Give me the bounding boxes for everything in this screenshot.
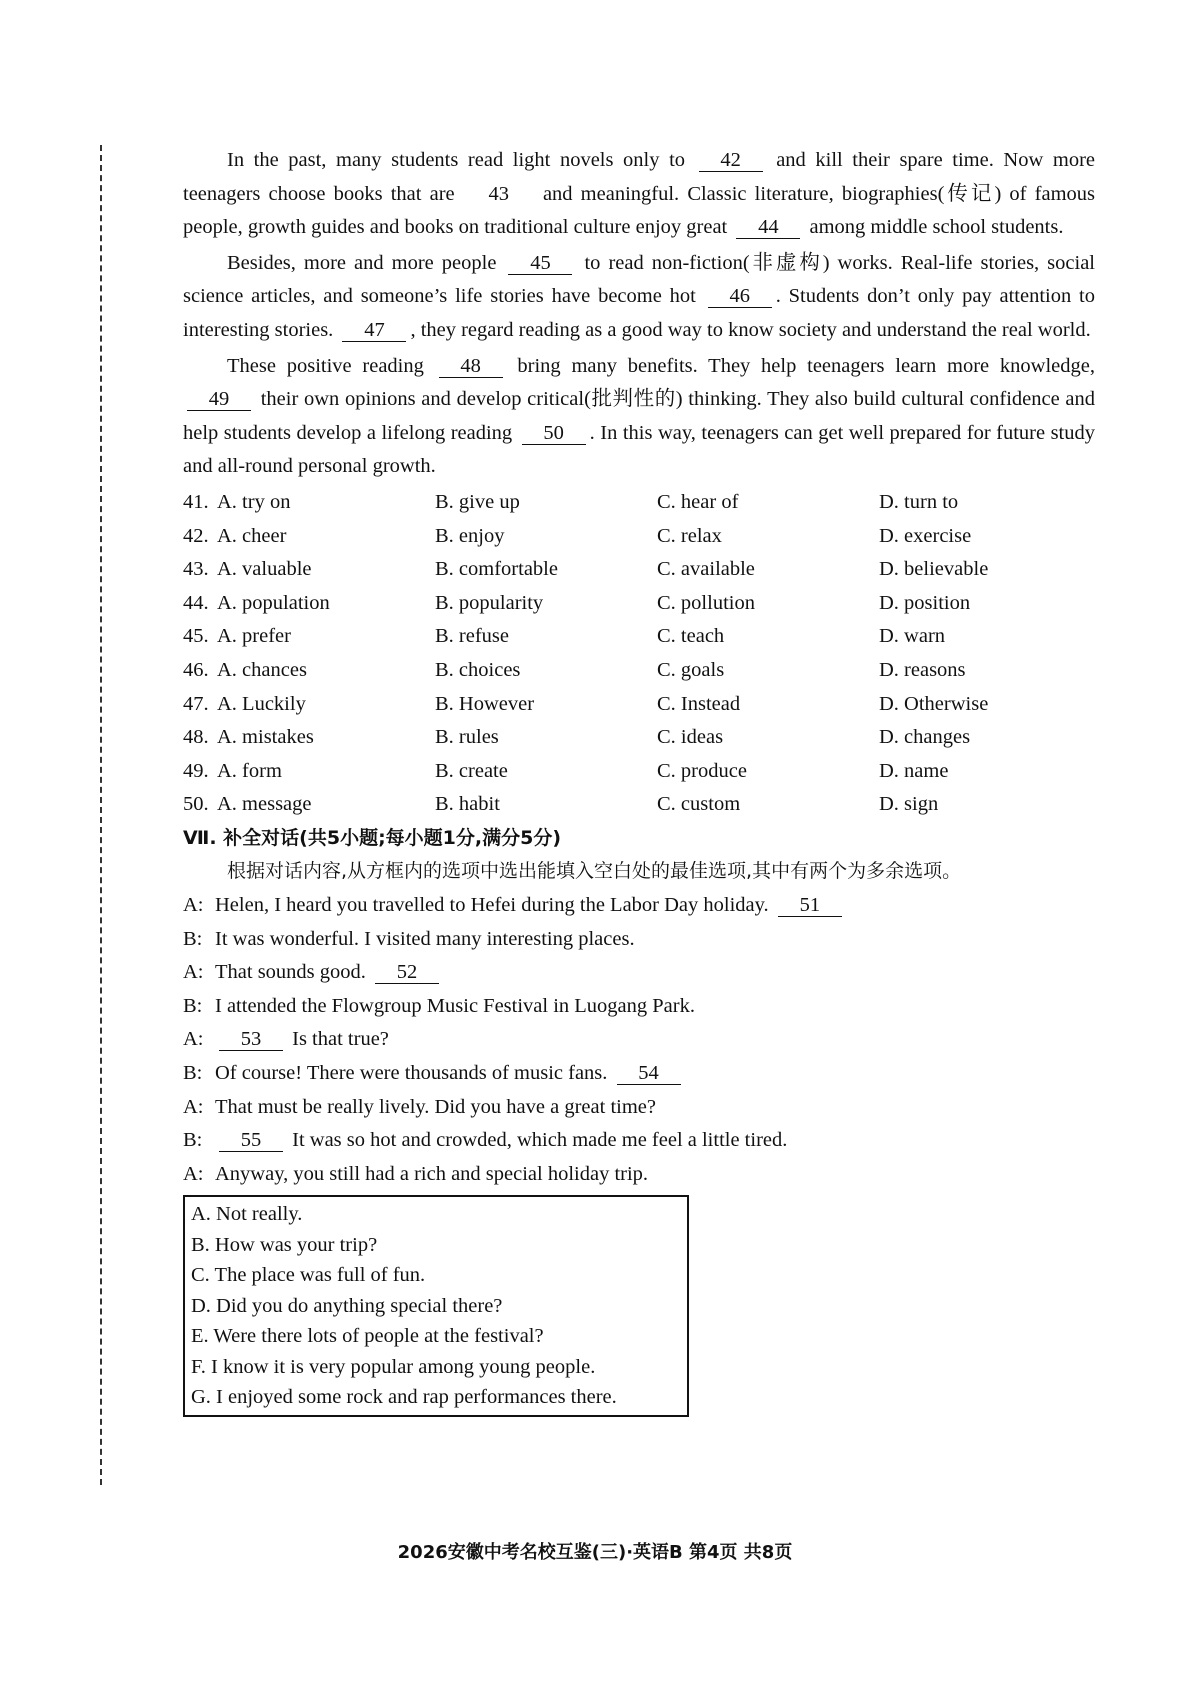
- answer-blank: 47: [342, 319, 406, 342]
- option-b: B. However: [435, 692, 535, 715]
- question-number: 50.: [183, 793, 209, 816]
- option-c: C. pollution: [657, 591, 755, 614]
- question-number: 42.: [183, 524, 209, 547]
- text-run: I attended the Flowgroup Music Festival in Luogang Park.: [215, 994, 695, 1017]
- option-d: D. exercise: [879, 524, 972, 547]
- option-d: D. turn to: [879, 490, 959, 513]
- option-row: [183, 587, 1095, 621]
- exam-page: [183, 144, 1095, 1417]
- option-a: A. form: [217, 759, 282, 782]
- option-row: [183, 755, 1095, 789]
- text-run: It was wonderful. I visited many interesting places.: [215, 927, 635, 950]
- box-option: D. Did you do anything special there?: [191, 1294, 503, 1317]
- text-run: In the past, many students read light novels only to: [227, 149, 695, 171]
- answer-blank: 48: [439, 355, 503, 378]
- dialogue-line: [183, 1124, 1095, 1158]
- speaker-label: A:: [183, 894, 204, 917]
- option-row: [183, 553, 1095, 587]
- option-row: [183, 620, 1095, 654]
- option-row: [183, 721, 1095, 755]
- option-c: C. ideas: [657, 726, 724, 749]
- answer-blank: 49: [187, 388, 251, 411]
- dialogue-option-box: [183, 1195, 689, 1417]
- speaker-label: B:: [183, 927, 203, 950]
- question-number: 41.: [183, 490, 209, 513]
- option-c: C. goals: [657, 658, 725, 681]
- box-option: G. I enjoyed some rock and rap performances there.: [191, 1386, 617, 1409]
- option-b: B. habit: [435, 793, 500, 816]
- option-d: D. position: [879, 591, 971, 614]
- text-run: Anyway, you still had a rich and special holiday trip.: [215, 1162, 649, 1185]
- text-run: That must be really lively. Did you have a great time?: [215, 1095, 656, 1118]
- dialogue-line: [183, 1158, 1095, 1192]
- text-run: bring many benefits. They help teenagers learn more knowledge,: [506, 354, 1095, 377]
- section-7-instruction: 根据对话内容,从方框内的选项中选出能填入空白处的最佳选项,其中有两个为多余选项。: [227, 860, 962, 883]
- text-run: , they regard reading as a good way to know society and understand the real world.: [410, 318, 1091, 341]
- answer-blank: 50: [522, 422, 586, 445]
- box-option: B. How was your trip?: [191, 1233, 378, 1256]
- cloze-passage: [183, 144, 1095, 484]
- question-number: 44.: [183, 591, 209, 614]
- option-d: D. warn: [879, 625, 946, 648]
- text-run: and meaningful. Classic literature, biographies(传记) of famous people, growth guides and books on traditional culture enjoy great: [183, 182, 1095, 239]
- option-d: D. changes: [879, 726, 971, 749]
- option-b: B. choices: [435, 658, 521, 681]
- answer-blank: 54: [617, 1062, 681, 1085]
- option-a: A. population: [217, 591, 330, 614]
- dialogue-line: [183, 923, 1095, 957]
- option-b: B. comfortable: [435, 558, 558, 581]
- text-run: Of course! There were thousands of music fans.: [215, 1062, 613, 1085]
- option-c: C. available: [657, 558, 755, 581]
- dialogue-line: [183, 1023, 1095, 1057]
- answer-blank: 43: [488, 182, 510, 205]
- question-number: 47.: [183, 692, 209, 715]
- text-run: Besides, more and more people: [227, 251, 505, 274]
- question-number: 48.: [183, 726, 209, 749]
- dialogue-line: [183, 889, 1095, 923]
- option-b: B. refuse: [435, 625, 510, 648]
- box-option: F. I know it is very popular among young people.: [191, 1355, 596, 1378]
- text-run: and kill their spare time. Now more teenagers choose books that are: [183, 149, 1095, 205]
- answer-blank: 53: [219, 1028, 283, 1051]
- dialogue-line: [183, 1057, 1095, 1091]
- section-7-title: Ⅶ. 补全对话(共5小题;每小题1分,满分5分): [183, 826, 562, 849]
- box-option: C. The place was full of fun.: [191, 1264, 426, 1287]
- option-b: B. give up: [435, 490, 520, 513]
- speaker-label: A:: [183, 1095, 204, 1118]
- text-run: to read non-fiction(非虚构) works. Real-life stories, social science articles, and someone’s life stories have become hot: [183, 251, 1095, 308]
- text-run: That sounds good.: [215, 961, 372, 984]
- speaker-label: A:: [183, 961, 204, 984]
- option-a: A. message: [217, 793, 312, 816]
- speaker-label: B:: [183, 1062, 203, 1085]
- dialogue-line: [183, 956, 1095, 990]
- option-d: D. reasons: [879, 658, 966, 681]
- answer-blank: 44: [736, 216, 800, 239]
- option-a: A. mistakes: [217, 726, 314, 749]
- question-number: 45.: [183, 625, 209, 648]
- option-c: C. teach: [657, 625, 725, 648]
- question-number: 43.: [183, 558, 209, 581]
- text-run: It was so hot and crowded, which made me feel a little tired.: [287, 1129, 788, 1152]
- option-a: A. chances: [217, 658, 307, 681]
- option-b: B. popularity: [435, 591, 544, 614]
- option-b: B. create: [435, 759, 508, 782]
- passage-paragraph: [183, 144, 1095, 245]
- option-d: D. sign: [879, 793, 939, 816]
- text-run: Is that true?: [287, 1028, 389, 1051]
- dialogue-line: [183, 990, 1095, 1024]
- option-a: A. valuable: [217, 558, 312, 581]
- text-run: . Students don’t only pay attention to interesting stories.: [183, 285, 1096, 341]
- option-row: [183, 788, 1095, 822]
- answer-blank: 45: [508, 252, 572, 275]
- speaker-label: B:: [183, 1129, 203, 1152]
- option-c: C. hear of: [657, 490, 739, 513]
- option-c: C. Instead: [657, 692, 741, 715]
- page-footer: 2026安徽中考名校互鉴(三)·英语B 第4页 共8页: [397, 1542, 793, 1563]
- option-d: D. believable: [879, 558, 989, 581]
- answer-blank: 52: [375, 961, 439, 984]
- answer-blank: 42: [699, 149, 763, 172]
- text-run: their own opinions and develop critical(批判性的) thinking. They also build cultural confidence and help students develop a lifelong reading: [183, 388, 1095, 444]
- dialogue-line: [183, 1091, 1095, 1125]
- question-number: 49.: [183, 759, 209, 782]
- option-b: B. rules: [435, 726, 499, 749]
- text-run: among middle school students.: [804, 216, 1064, 239]
- text-run: These positive reading: [227, 354, 435, 377]
- option-a: A. cheer: [217, 524, 287, 547]
- option-row: [183, 486, 1095, 520]
- speaker-label: A:: [183, 1028, 204, 1051]
- option-a: A. prefer: [217, 625, 291, 648]
- option-a: A. try on: [217, 490, 291, 513]
- box-option: E. Were there lots of people at the festival?: [191, 1325, 544, 1348]
- speaker-label: B:: [183, 994, 203, 1017]
- passage-paragraph: [183, 247, 1095, 348]
- option-row: [183, 520, 1095, 554]
- option-c: C. relax: [657, 524, 722, 547]
- passage-paragraph: [183, 350, 1095, 484]
- answer-blank: 55: [219, 1129, 283, 1152]
- answer-blank: 51: [778, 894, 842, 917]
- option-row: [183, 688, 1095, 722]
- text-run: . In this way, teenagers can get well prepared for future study and all-round personal growth.: [183, 421, 1095, 478]
- answer-blank: 46: [708, 285, 772, 308]
- binding-cut-line: [100, 145, 102, 1485]
- option-c: C. custom: [657, 793, 741, 816]
- option-d: D. Otherwise: [879, 692, 989, 715]
- question-number: 46.: [183, 658, 209, 681]
- text-run: Helen, I heard you travelled to Hefei during the Labor Day holiday.: [215, 894, 774, 917]
- option-a: A. Luckily: [217, 692, 306, 715]
- box-option: A. Not really.: [191, 1203, 303, 1226]
- speaker-label: A:: [183, 1162, 204, 1185]
- option-b: B. enjoy: [435, 524, 505, 547]
- option-d: D. name: [879, 759, 949, 782]
- option-c: C. produce: [657, 759, 747, 782]
- option-row: [183, 654, 1095, 688]
- dialogue: [183, 889, 1095, 1191]
- cloze-options: [183, 486, 1095, 822]
